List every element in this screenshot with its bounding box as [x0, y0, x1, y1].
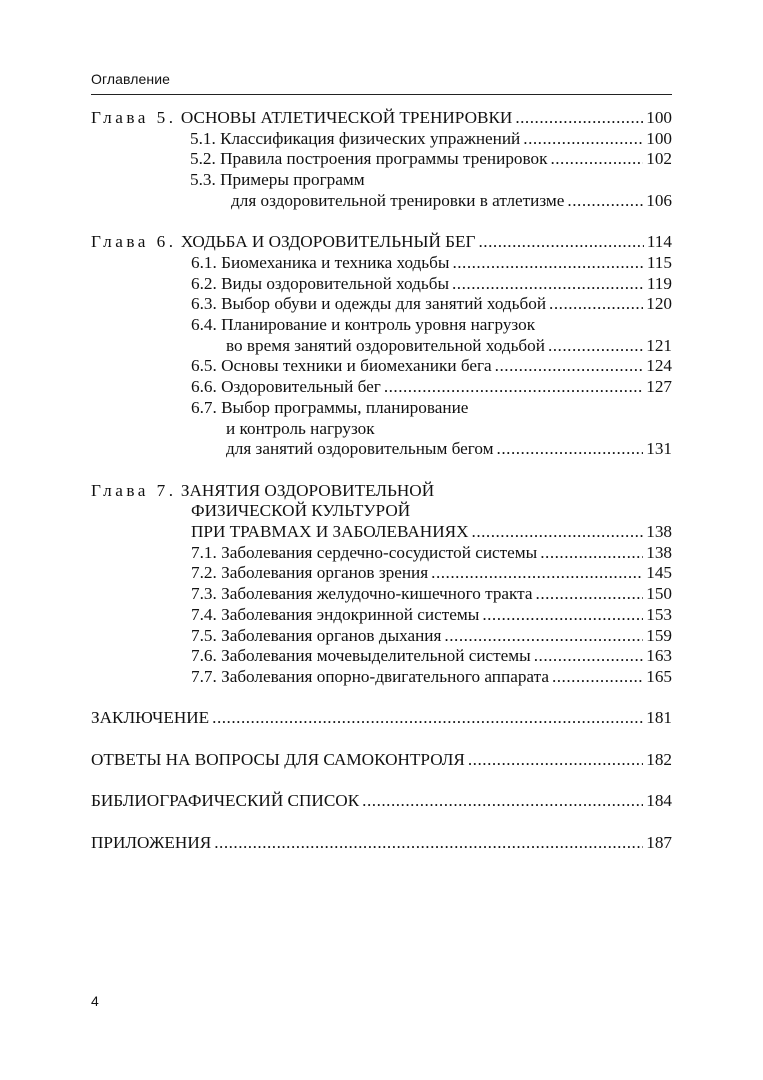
dot-leader [540, 543, 643, 564]
dot-leader [444, 626, 643, 647]
toc-chapter-6[interactable] [91, 232, 672, 253]
section-title: 6.6. Оздоровительный бег [191, 377, 381, 397]
dot-leader [214, 833, 643, 854]
page-number: 145 [646, 563, 672, 583]
page-number: 119 [646, 273, 672, 293]
dot-leader [515, 108, 643, 129]
chapter-title: ХОДЬБА И ОЗДОРОВИТЕЛЬНЫЙ БЕГ [180, 232, 476, 252]
page-number: 163 [646, 646, 672, 666]
page-number: 184 [646, 791, 672, 811]
toc-answers[interactable] [91, 750, 672, 771]
toc-section-5-3[interactable] [91, 191, 672, 212]
section-title: для оздоровительной тренировки в атлетизме [231, 190, 565, 210]
page-folio: 4 [91, 993, 99, 1009]
chapter-label: Глава 5. [91, 108, 177, 127]
page-number: 182 [646, 749, 672, 769]
section-title: 7.6. Заболевания мочевыделительной системы [191, 646, 531, 666]
section-title: во время занятий оздоровительной ходьбой [226, 335, 545, 355]
header-rule [91, 94, 672, 95]
section-title: 7.2. Заболевания органов зрения [191, 563, 429, 583]
page-number: 102 [646, 149, 672, 169]
page-number: 138 [646, 542, 672, 562]
page-number: 106 [646, 190, 672, 210]
dot-leader [497, 439, 644, 460]
toc-section-7-5[interactable] [91, 626, 672, 647]
toc-section-7-4[interactable] [91, 605, 672, 626]
page-number: 114 [646, 232, 672, 252]
page-number: 100 [646, 128, 672, 148]
dot-leader [212, 708, 643, 729]
chapter-label: Глава 6. [91, 232, 177, 252]
toc-section-6-4[interactable] [91, 336, 672, 357]
section-title: 5.2. Правила построения программы тренировок [190, 149, 548, 169]
dot-leader [536, 584, 644, 605]
dot-leader [482, 605, 643, 626]
toc-section-5-2[interactable] [91, 149, 672, 170]
dot-leader [549, 294, 643, 315]
section-title: 7.3. Заболевания желудочно-кишечного тракта [191, 584, 533, 604]
page-number: 165 [646, 666, 672, 686]
page-number: 159 [646, 625, 672, 645]
toc-appendices[interactable] [91, 833, 672, 854]
section-title: 6.2. Виды оздоровительной ходьбы [191, 273, 449, 293]
dot-leader [431, 563, 643, 584]
page-number: 181 [646, 708, 672, 728]
page-number: 187 [646, 832, 672, 852]
section-title: 7.4. Заболевания эндокринной системы [191, 604, 480, 624]
dot-leader [523, 129, 643, 150]
toc-section-7-2[interactable] [91, 563, 672, 584]
toc-section-7-1[interactable] [91, 543, 672, 564]
dot-leader [495, 356, 644, 377]
toc-chapter-7-line-1[interactable] [91, 481, 672, 502]
dot-leader [472, 522, 644, 543]
toc-section-6-6[interactable] [91, 377, 672, 398]
table-of-contents [91, 108, 672, 853]
chapter-label: Глава 7. [91, 480, 177, 500]
toc-section-6-4-line-1[interactable]: 6.4. Планирование и контроль уровня нагрузок [191, 315, 536, 335]
toc-chapter-7[interactable] [91, 522, 672, 543]
section-title: 5.1. Классификация физических упражнений [190, 128, 521, 148]
section-title: для занятий оздоровительным бегом [226, 439, 494, 459]
toc-section-5-3-line-1[interactable]: 5.3. Примеры программ [190, 170, 365, 190]
dot-leader [452, 253, 643, 274]
toc-section-6-3[interactable] [91, 294, 672, 315]
chapter-title: ПРИ ТРАВМАХ И ЗАБОЛЕВАНИЯХ [191, 522, 469, 542]
dot-leader [552, 667, 643, 688]
section-title: 6.3. Выбор обуви и одежды для занятий ходьбой [191, 294, 547, 314]
dot-leader [479, 232, 644, 253]
toc-section-5-1[interactable] [91, 129, 672, 150]
section-title: 7.5. Заболевания органов дыхания [191, 625, 442, 645]
page-number: 121 [646, 335, 672, 355]
section-title: 6.1. Биомеханика и техника ходьбы [191, 252, 450, 272]
toc-chapter-5[interactable] [91, 108, 672, 129]
entry-title: ОТВЕТЫ НА ВОПРОСЫ ДЛЯ САМОКОНТРОЛЯ [91, 749, 465, 769]
toc-section-6-7[interactable] [91, 439, 672, 460]
page-number: 100 [646, 108, 672, 127]
toc-chapter-7-line-2[interactable]: ФИЗИЧЕСКОЙ КУЛЬТУРОЙ [191, 501, 411, 521]
toc-section-6-2[interactable] [91, 274, 672, 295]
page-number: 150 [646, 584, 672, 604]
running-head: Оглавление [91, 71, 171, 87]
section-title: 7.1. Заболевания сердечно-сосудистой системы [191, 542, 538, 562]
section-title: 6.5. Основы техники и биомеханики бега [191, 356, 492, 376]
toc-section-6-7-line-2[interactable]: и контроль нагрузок [226, 418, 375, 438]
toc-conclusion[interactable] [91, 708, 672, 729]
page-number: 115 [646, 252, 672, 272]
toc-section-6-5[interactable] [91, 356, 672, 377]
page-number: 131 [646, 439, 672, 459]
page-number: 127 [646, 377, 672, 397]
page-number: 153 [646, 604, 672, 624]
toc-section-7-6[interactable] [91, 646, 672, 667]
entry-title: БИБЛИОГРАФИЧЕСКИЙ СПИСОК [91, 791, 360, 811]
toc-section-7-7[interactable] [91, 667, 672, 688]
dot-leader [384, 377, 643, 398]
toc-section-6-7-line-1[interactable]: 6.7. Выбор программы, планирование [191, 397, 469, 417]
page-number: 138 [646, 522, 672, 542]
section-title: 7.7. Заболевания опорно-двигательного аппарата [191, 666, 549, 686]
dot-leader [567, 191, 643, 212]
dot-leader [452, 274, 644, 295]
toc-section-7-3[interactable] [91, 584, 672, 605]
toc-section-6-1[interactable] [91, 253, 672, 274]
entry-title: ЗАКЛЮЧЕНИЕ [91, 708, 210, 728]
dot-leader [468, 750, 643, 771]
dot-leader [534, 646, 643, 667]
page-number: 120 [646, 294, 672, 314]
page-number: 124 [646, 356, 672, 376]
entry-title: ПРИЛОЖЕНИЯ [91, 832, 212, 852]
dot-leader [548, 336, 643, 357]
toc-bibliography[interactable] [91, 791, 672, 812]
dot-leader [362, 791, 643, 812]
chapter-title: ОСНОВЫ АТЛЕТИЧЕСКОЙ ТРЕНИРОВКИ [180, 108, 513, 127]
chapter-title: ЗАНЯТИЯ ОЗДОРОВИТЕЛЬНОЙ [180, 480, 435, 500]
dot-leader [550, 149, 643, 170]
